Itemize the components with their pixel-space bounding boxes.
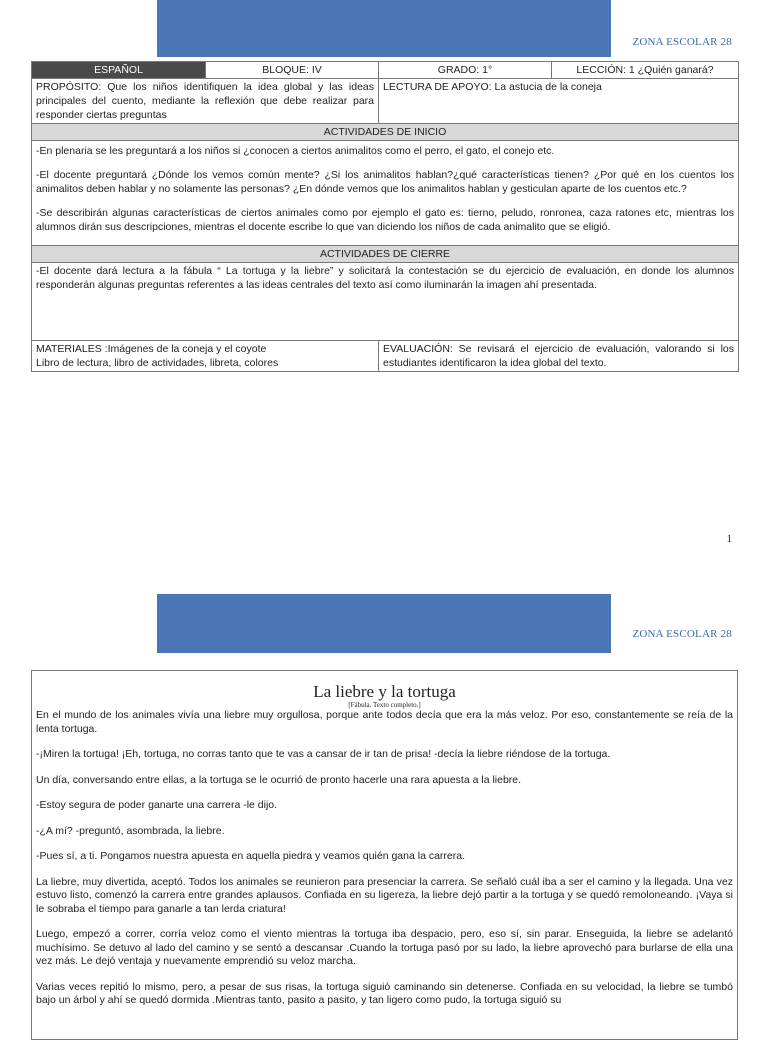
- purpose-row: [32, 79, 739, 124]
- start-activities-row: [32, 141, 739, 246]
- start-activity-item: -El docente preguntará ¿Dónde los vemos común mente? ¿Si los animalitos hablan?¿qué características tienen? ¿Por qué en los cuentos los animalitos deben hablar y no solamente las personas? ¿En dónde vemos que los animalitos hablan y gesticulan aparte de los cuentos etc.?: [36, 169, 734, 195]
- fable-paragraph: -Pues sí, a ti. Pongamos nuestra apuesta en aquella piedra y veamos quién gana la carrera.: [36, 850, 466, 862]
- materials-row: [32, 341, 739, 372]
- lesson-plan-table: [31, 61, 739, 372]
- grade-cell: GRADO: 1°: [379, 62, 552, 79]
- start-activities-title: ACTIVIDADES DE INICIO: [32, 124, 739, 141]
- materials-line-2: Libro de lectura, libro de actividades, libreta, colores: [36, 357, 279, 369]
- purpose-cell: PROPÓSITO: Que los niños identifiquen la idea global y las ideas principales del cuento, mediante la reflexión que debe realizar para responder ciertas preguntas: [32, 79, 379, 124]
- page2-header-banner: [157, 594, 611, 653]
- fable-paragraph: Luego, empezó a correr, corría veloz como el viento mientras la tortuga iba despacio, pero, eso sí, sin parar. Enseguida, la liebre se adelantó muchísimo. Se detuvo al lado del camino y se sentó a descansar .Cuando la tortuga pasó por su lado, la liebre aprovechó para burlarse de ella una vez más. Le dejó ventaja y nuevamente emprendió su veloz marcha.: [36, 928, 733, 967]
- block-cell: BLOQUE: IV: [206, 62, 379, 79]
- fable-paragraph: -Estoy segura de poder ganarte una carrera -le dijo.: [36, 799, 278, 811]
- fable-paragraph: Varias veces repitió lo mismo, pero, a pesar de sus risas, la tortuga siguió caminando sin detenerse. Confiada en su velocidad, la liebre se tumbó bajo un árbol y ahí se quedó dormida .Mientras tanto, pasito a pasito, y tan ligero como pudo, la tortuga siguió su: [36, 980, 733, 1006]
- subject-cell: ESPAÑOL: [32, 62, 206, 79]
- fable-paragraph: -¡Miren la tortuga! ¡Eh, tortuga, no corras tanto que te vas a cansar de ir tan de prisa! -decía la liebre riéndose de la tortuga.: [36, 748, 611, 760]
- page1-zone-label: ZONA ESCOLAR 28: [632, 36, 732, 48]
- fable-title: La liebre y la tortuga: [313, 682, 456, 701]
- lesson-cell: LECCIÓN: 1 ¿Quién ganará?: [552, 62, 739, 79]
- close-activities-title: ACTIVIDADES DE CIERRE: [32, 246, 739, 263]
- fable-paragraph: La liebre, muy divertida, aceptó. Todos los animales se reunieron para presenciar la carrera. Se señaló cuál iba a ser el camino y la llegada. Una vez estuvo listo, comenzó la carrera entre grandes aplausos. Confiada en su ligereza, la liebre dejó partir a la tortuga y se quedó remoloneando. ¡Vaya si le sobraba el tiempo para ganarle a tan lerda criatura!: [36, 875, 733, 915]
- fable-paragraph: En el mundo de los animales vivía una liebre muy orgullosa, porque ante todos decía que era la más veloz. Por eso, constantemente se reía de la lenta tortuga.: [36, 709, 733, 735]
- start-activity-item: -Se describirán algunas características de ciertos animales como por ejemplo el gato es: tierno, peludo, ronronea, caza ratones etc, mientras los alumnos dirán sus descripciones, mientras el docente escribe lo que van diciendo los niños de cada animalito que se eligió.: [36, 207, 734, 233]
- materials-line-1: MATERIALES :Imágenes de la coneja y el coyote: [36, 343, 267, 355]
- close-activities-cell: -El docente dará lectura a la fábula “ La tortuga y la liebre” y solicitará la contestación se du ejercicio de evaluación, en donde los alumnos responderán algunas preguntas referentes a las ideas centrales del texto así como iluminarán la imagen ahí presentada.: [32, 263, 739, 341]
- plan-header-row: [32, 62, 739, 79]
- start-title-row: [32, 124, 739, 141]
- page1-header-banner: [157, 0, 611, 57]
- start-activities-cell: [32, 141, 739, 246]
- close-activities-row: [32, 263, 739, 341]
- evaluation-cell: EVALUACIÓN: Se revisará el ejercicio de evaluación, valorando si los estudiantes identificaron la idea global del texto.: [379, 341, 739, 372]
- close-title-row: [32, 246, 739, 263]
- fable-paragraph: Un día, conversando entre ellas, a la tortuga se le ocurrió de pronto hacerle una rara apuesta a la liebre.: [36, 773, 522, 786]
- start-activity-item: -En plenaria se les preguntará a los niños si ¿conocen a ciertos animalitos como el perro, el gato, el conejo etc.: [36, 145, 555, 157]
- fable-paragraph: -¿A mí? -preguntó, asombrada, la liebre.: [36, 824, 225, 837]
- fable-text-box: [31, 670, 738, 1040]
- reading-cell: LECTURA DE APOYO: La astucia de la coneja: [379, 79, 739, 124]
- page2-zone-label: ZONA ESCOLAR 28: [632, 628, 732, 640]
- page-number: 1: [726, 533, 732, 545]
- fable-subtitle: [Fábula. Texto completo.]: [348, 701, 421, 709]
- materials-cell: [32, 341, 379, 372]
